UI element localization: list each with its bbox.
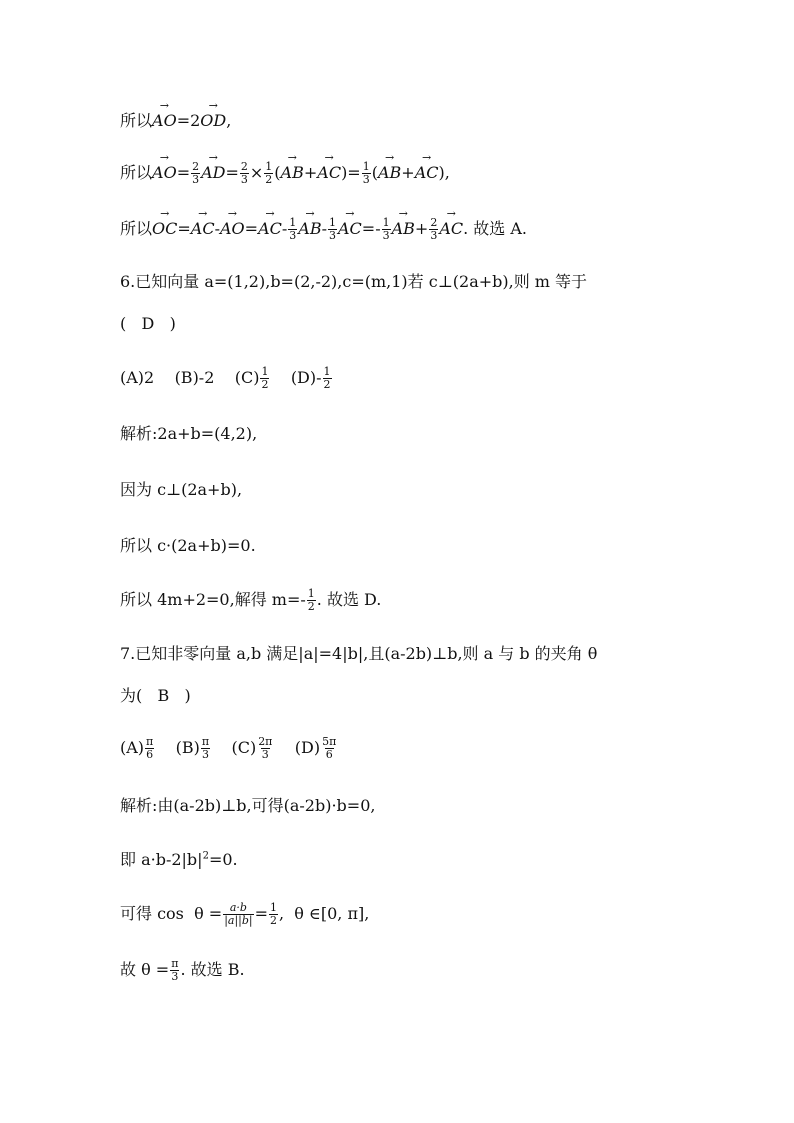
fraction-pi-over-6 bbox=[145, 736, 154, 761]
text: ( bbox=[274, 163, 281, 182]
fraction-two-thirds bbox=[429, 217, 438, 242]
vector-oc: → OC bbox=[152, 214, 177, 238]
solution-line-1 bbox=[120, 106, 231, 133]
text: 7.已知非零向量 a,b 满足|a|=4|b|,且(a-2b)⊥b,则 a 与 b 的夹角 θ bbox=[120, 644, 598, 663]
question-6-solution-4 bbox=[120, 588, 381, 613]
numerator: π bbox=[146, 735, 154, 748]
fraction-one-half bbox=[307, 588, 316, 613]
numerator: 2 bbox=[240, 160, 248, 173]
vector-ab: → AB bbox=[378, 158, 401, 182]
denominator: 3 bbox=[201, 748, 209, 761]
vector-ab: → AB bbox=[392, 214, 415, 238]
text: - bbox=[321, 219, 327, 238]
fraction-one-third bbox=[288, 217, 297, 242]
numerator: π bbox=[171, 957, 179, 970]
vector-ac: → AC bbox=[317, 158, 341, 182]
numerator: 1 bbox=[265, 160, 273, 173]
text: 为( B ) bbox=[120, 686, 191, 705]
question-6-stem bbox=[120, 270, 587, 294]
text: . 故选 B. bbox=[180, 960, 245, 979]
denominator: 3 bbox=[192, 173, 200, 186]
vector-ac: → AC bbox=[439, 214, 463, 238]
solution-line-2 bbox=[120, 158, 450, 186]
fraction-one-half bbox=[269, 902, 278, 927]
text: 所以 bbox=[120, 111, 153, 130]
text: 所以 bbox=[120, 163, 153, 182]
denominator: 2 bbox=[323, 378, 331, 391]
text: - bbox=[214, 219, 220, 238]
text: 故 θ = bbox=[120, 960, 170, 979]
vector-ao: → AO bbox=[152, 106, 177, 130]
vector-ao: → AO bbox=[152, 158, 177, 182]
text: + bbox=[303, 163, 318, 182]
text: 所以 c·(2a+b)=0. bbox=[120, 536, 256, 555]
numerator: a·b bbox=[229, 901, 247, 914]
numerator: 1 bbox=[307, 587, 315, 600]
text: = bbox=[254, 904, 269, 923]
text: + bbox=[414, 219, 429, 238]
text: 可得 cos θ = bbox=[120, 904, 223, 923]
vector-ac: → AC bbox=[338, 214, 362, 238]
denominator: 3 bbox=[430, 229, 438, 242]
denominator: 3 bbox=[362, 173, 370, 186]
text: (A) bbox=[120, 738, 145, 757]
denominator: 2 bbox=[270, 914, 278, 927]
fraction-two-thirds bbox=[191, 161, 200, 186]
denominator: |a||b| bbox=[224, 914, 253, 927]
text: (C) bbox=[211, 738, 257, 757]
fraction-one-third bbox=[328, 217, 337, 242]
vector-ac: → AC bbox=[191, 214, 215, 238]
denominator: 2 bbox=[307, 600, 315, 613]
fraction-pi-over-3 bbox=[201, 736, 210, 761]
denominator: 2 bbox=[265, 173, 273, 186]
text: (D)- bbox=[270, 368, 322, 387]
vector-ab: → AB bbox=[281, 158, 304, 182]
numerator: 5π bbox=[322, 735, 337, 748]
denominator: 3 bbox=[240, 173, 248, 186]
numerator: 1 bbox=[289, 216, 297, 229]
fraction-two-thirds bbox=[240, 161, 249, 186]
text: 所以 bbox=[120, 219, 153, 238]
text: × bbox=[249, 163, 264, 182]
numerator: 1 bbox=[261, 365, 269, 378]
text: )= bbox=[341, 163, 361, 182]
question-6-answer bbox=[120, 312, 176, 336]
solution-line-3 bbox=[120, 214, 527, 242]
text: , θ ∈[0, π], bbox=[279, 904, 370, 923]
text: =0. bbox=[208, 850, 238, 869]
question-7-solution-3 bbox=[120, 902, 369, 927]
text: 解析:2a+b=(4,2), bbox=[120, 424, 258, 443]
question-7-solution-2 bbox=[120, 848, 238, 872]
fraction-five-pi-over-6 bbox=[321, 736, 337, 761]
text: , bbox=[226, 111, 232, 130]
text: ( bbox=[371, 163, 378, 182]
text: (D) bbox=[274, 738, 321, 757]
text: ( D ) bbox=[120, 314, 176, 333]
numerator: 2 bbox=[430, 216, 438, 229]
text: - bbox=[281, 219, 288, 238]
text: . 故选 D. bbox=[316, 590, 382, 609]
text: (B) bbox=[155, 738, 200, 757]
question-7-solution-1 bbox=[120, 794, 375, 818]
numerator: 2 bbox=[192, 160, 200, 173]
denominator: 3 bbox=[382, 229, 390, 242]
text: (A)2 (B)-2 (C) bbox=[120, 368, 260, 387]
text: =- bbox=[361, 219, 381, 238]
denominator: 6 bbox=[146, 748, 154, 761]
fraction-one-third bbox=[362, 161, 371, 186]
text: =2 bbox=[176, 111, 201, 130]
question-7-solution-4 bbox=[120, 958, 245, 983]
numerator: 1 bbox=[323, 365, 331, 378]
fraction-pi-over-3 bbox=[170, 958, 179, 983]
question-6-solution-2 bbox=[120, 478, 242, 502]
question-7-answer bbox=[120, 684, 191, 708]
vector-od: → OD bbox=[200, 106, 226, 130]
numerator: 1 bbox=[328, 216, 336, 229]
numerator: 1 bbox=[382, 216, 390, 229]
question-6-options bbox=[120, 366, 333, 391]
denominator: 3 bbox=[289, 229, 297, 242]
text: = bbox=[176, 163, 191, 182]
text: 解析:由(a-2b)⊥b,可得(a-2b)·b=0, bbox=[120, 796, 376, 815]
superscript: 2 bbox=[202, 850, 209, 862]
denominator: 2 bbox=[261, 378, 269, 391]
fraction-one-half bbox=[323, 366, 332, 391]
fraction-one-third bbox=[382, 217, 391, 242]
denominator: 6 bbox=[325, 748, 333, 761]
denominator: 3 bbox=[171, 970, 179, 983]
text: = bbox=[177, 219, 191, 238]
denominator: 3 bbox=[328, 229, 336, 242]
fraction-one-half bbox=[264, 161, 273, 186]
question-7-stem bbox=[120, 642, 597, 666]
text: 所以 4m+2=0,解得 m=- bbox=[120, 590, 306, 609]
numerator: 1 bbox=[362, 160, 370, 173]
text: = bbox=[244, 219, 259, 238]
fraction-two-pi-over-3 bbox=[257, 736, 273, 761]
text: + bbox=[401, 163, 415, 182]
question-7-options bbox=[120, 736, 338, 761]
text: = bbox=[225, 163, 239, 182]
vector-ad: → AD bbox=[201, 158, 225, 182]
fraction-one-half bbox=[260, 366, 269, 391]
numerator: 2π bbox=[258, 735, 273, 748]
vector-ab: → AB bbox=[298, 214, 321, 238]
numerator: π bbox=[201, 735, 210, 748]
vector-ac: → AC bbox=[415, 158, 439, 182]
text: . 故选 A. bbox=[463, 219, 528, 238]
question-6-solution-3 bbox=[120, 534, 256, 558]
vector-ao: → AO bbox=[220, 214, 245, 238]
vector-ac: → AC bbox=[258, 214, 282, 238]
text: 因为 c⊥(2a+b), bbox=[120, 480, 243, 499]
text: ), bbox=[438, 163, 450, 182]
numerator: 1 bbox=[270, 901, 278, 914]
text: 6.已知向量 a=(1,2),b=(2,-2),c=(m,1)若 c⊥(2a+b),则 m 等于 bbox=[120, 272, 588, 291]
question-6-solution-1 bbox=[120, 422, 257, 446]
fraction-cos-theta bbox=[223, 902, 253, 927]
text: 即 a·b-2|b| bbox=[120, 850, 203, 869]
denominator: 3 bbox=[261, 748, 269, 761]
